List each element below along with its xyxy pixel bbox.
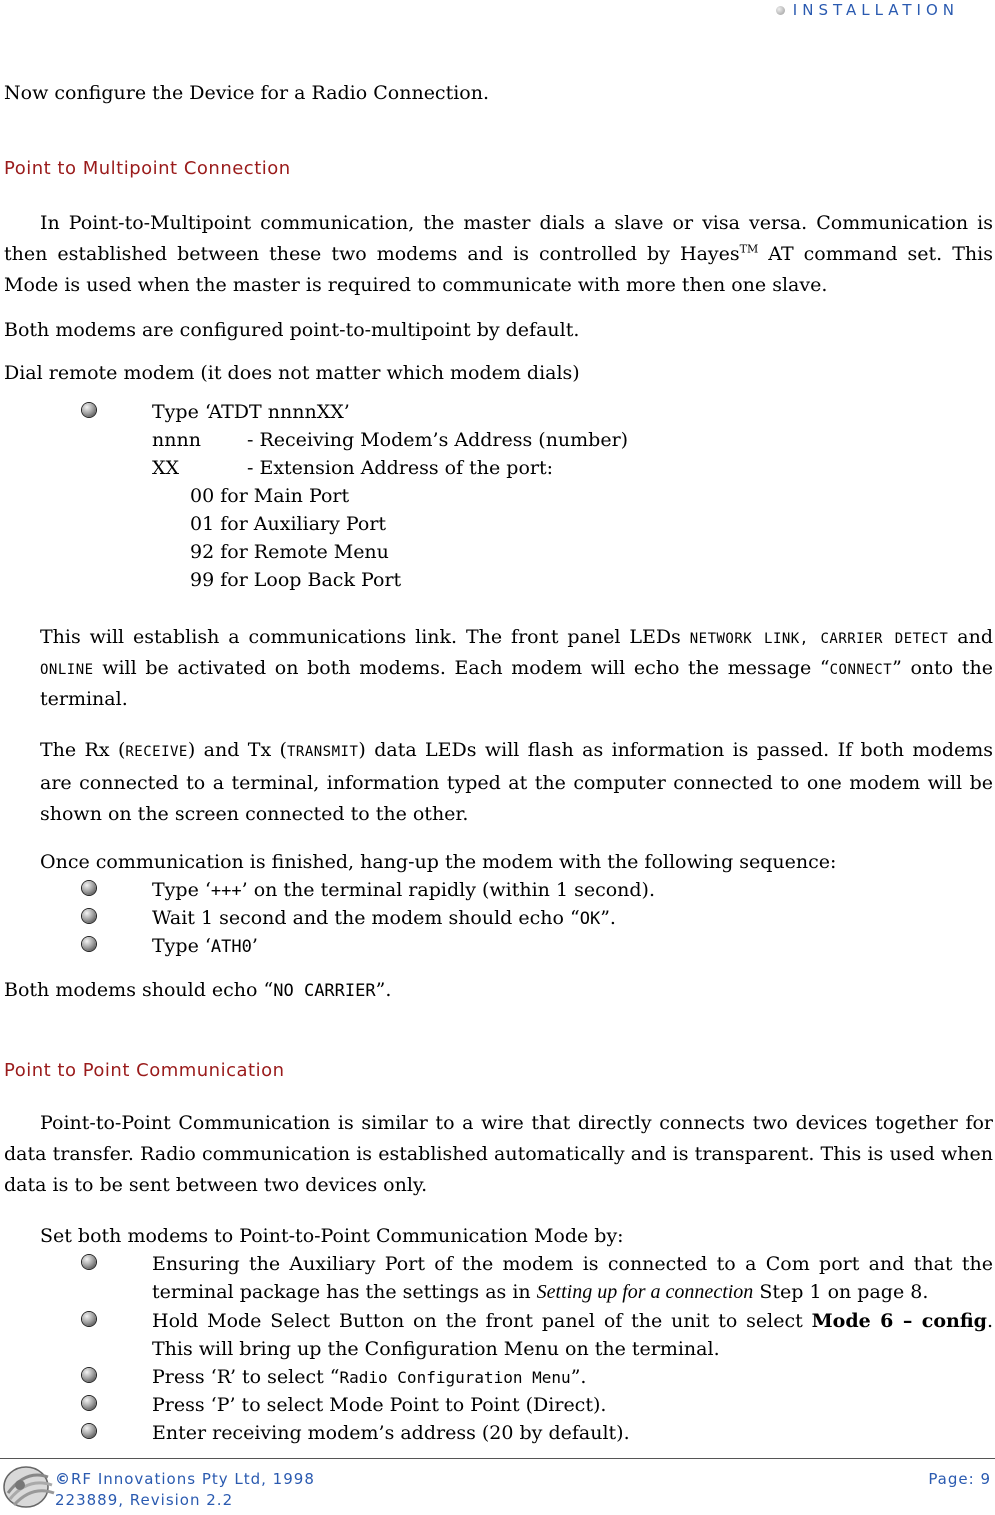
pmp-paragraph-2: Both modems are configured point-to-multipoint by default.	[4, 319, 580, 341]
port-item: 92 for Remote Menu	[190, 541, 389, 563]
bullet-dot-icon	[776, 6, 785, 15]
bullet-icon	[82, 1396, 96, 1410]
footer-copyright: ©RF Innovations Pty Ltd, 1998	[55, 1470, 315, 1488]
type-atdt-command: Type ‘ATDT nnnnXX’	[152, 401, 350, 423]
bullet-icon	[82, 1368, 96, 1382]
footer-divider	[0, 1458, 995, 1459]
no-carrier-echo: Both modems should echo “NO CARRIER”.	[4, 979, 392, 1001]
ptp-step-4: Press ‘P’ to select Mode Point to Point (Direct).	[152, 1394, 607, 1416]
footer-document-id: 223889, Revision 2.2	[55, 1491, 234, 1509]
hang-up-intro: Once communication is finished, hang-up the modem with the following sequence:	[40, 851, 837, 873]
port-item: 01 for Auxiliary Port	[190, 513, 387, 535]
ptp-step-5: Enter receiving modem’s address (20 by default).	[152, 1422, 630, 1444]
section-header: INSTALLATION	[776, 0, 959, 24]
xx-description: - Extension Address of the port:	[247, 457, 554, 479]
hangup-step-1: Type ‘+++’ on the terminal rapidly (within 1 second).	[152, 879, 656, 901]
bullet-icon	[82, 403, 96, 417]
copyright-icon: ©	[55, 1470, 71, 1488]
xx-label: XX	[152, 457, 180, 479]
nnnn-description: - Receiving Modem’s Address (number)	[247, 429, 629, 451]
hangup-step-2: Wait 1 second and the modem should echo “OK”.	[152, 907, 616, 929]
rf-innovations-logo-icon	[2, 1463, 56, 1509]
footer-page-number: Page: 9	[928, 1470, 991, 1488]
ptp-step-1: Ensuring the Auxiliary Port of the modem is connected to a Com port and that the terminal package has the settings as in Setting up for a connection Step 1 on page 8.	[152, 1253, 993, 1303]
heading-point-to-point: Point to Point Communication	[4, 1060, 285, 1081]
heading-point-to-multipoint: Point to Multipoint Connection	[4, 158, 291, 179]
port-item: 00 for Main Port	[190, 485, 350, 507]
bullet-icon	[82, 1424, 96, 1438]
ptp-paragraph-1: Point-to-Point Communication is similar to a wire that directly connects two devices together for data transfer. Radio communication is established automatically and is transparent. This is used when data is to be sent between two devices only.	[4, 1112, 993, 1196]
ptp-step-3: Press ‘R’ to select “Radio Configuration Menu”.	[152, 1366, 587, 1388]
port-item: 99 for Loop Back Port	[190, 569, 402, 591]
nnnn-label: nnnn	[152, 429, 201, 451]
bullet-icon	[82, 909, 96, 923]
bullet-icon	[82, 1312, 96, 1326]
pmp-rx-tx-paragraph: The Rx (RECEIVE) and Tx (TRANSMIT) data LEDs will flash as information is passed. If both modems are connected to a terminal, information typed at the computer connected to one modem will be shown on the screen connected to the other.	[40, 739, 994, 825]
ptp-step-2: Hold Mode Select Button on the front panel of the unit to select Mode 6 – config. This will bring up the Configuration Menu on the terminal.	[152, 1310, 993, 1360]
bullet-icon	[82, 937, 96, 951]
hangup-step-3: Type ‘ATH0’	[152, 935, 258, 957]
bullet-icon	[82, 1255, 96, 1269]
intro-text: Now configure the Device for a Radio Connection.	[4, 82, 490, 104]
pmp-paragraph-3: Dial remote modem (it does not matter which modem dials)	[4, 362, 580, 384]
pmp-link-paragraph: This will establish a communications link. The front panel LEDs NETWORK LINK, CARRIER DETECT and ONLINE will be activated on both modems. Each modem will echo the message “CONNECT” onto the terminal.	[40, 626, 993, 710]
ptp-paragraph-2: Set both modems to Point-to-Point Communication Mode by:	[40, 1225, 624, 1247]
pmp-paragraph-1: In Point-to-Multipoint communication, the master dials a slave or visa versa. Communication is then established between these two modems and is controlled by Hayes™ AT command set. This Mode is used when the master is required to communicate with more then one slave.	[4, 212, 993, 296]
bullet-icon	[82, 881, 96, 895]
